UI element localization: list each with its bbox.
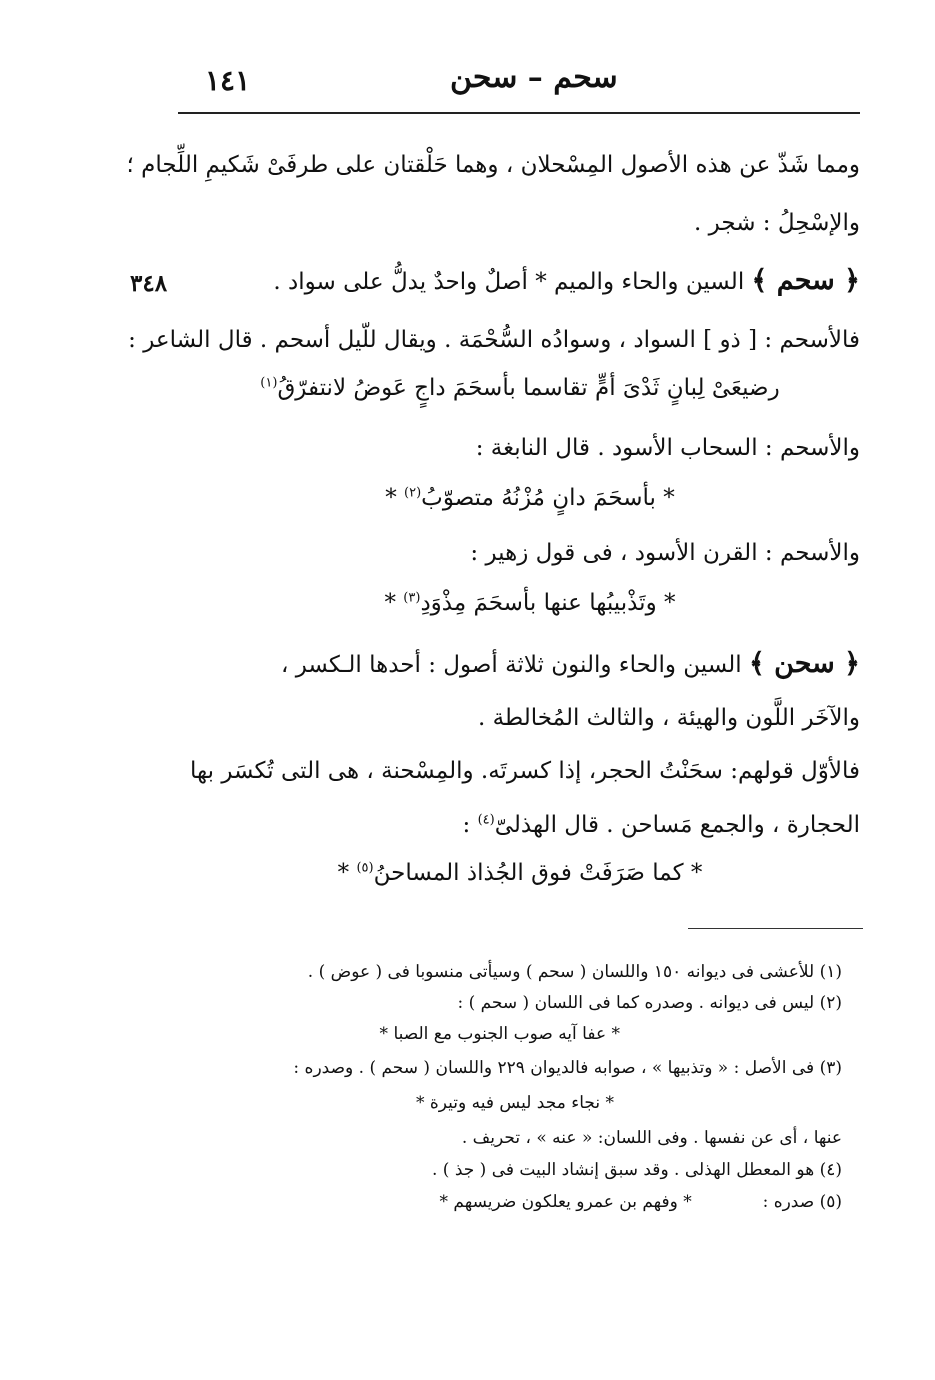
verse-3 xyxy=(340,590,720,616)
body-line-2: والإسْحِلُ : شجر . xyxy=(694,210,860,236)
verse-1 xyxy=(200,375,840,401)
verse-1-text: رضيعَىْ لِبانٍ ثَدْىَ أمٍّ تقاسما بأسحَمَ داجٍ عَوضُ لانتفرّقُ xyxy=(277,375,780,401)
verse-4-end-star: * xyxy=(337,860,350,886)
verse-3-text: * وتَذْبيبُها عنها بأسحَمَ مِذْوَدِ xyxy=(420,590,676,616)
footnote-5 xyxy=(440,1192,842,1212)
body-line-1: ومما شَذّ عن هذه الأصول المِسْحلان ، وهما حَلْقتان على طرفَىْ شَكيمِ اللِّجام ؛ xyxy=(126,152,860,178)
footnote-3-continuation: عنها ، أى عن نفسها . وفى اللسان: « عنه » ، تحريف . xyxy=(461,1128,842,1148)
body-line-4: فالأسحم : [ ذو ] السواد ، وسوادُه السُّحْمَة . ويقال للّيل أسحم . قال الشاعر : xyxy=(128,327,860,353)
verse-4-text: * كما صَرَفَتْ فوق الجُذاذ المساحنُ xyxy=(373,860,703,886)
header-rule xyxy=(178,112,860,114)
footnote-rule xyxy=(688,928,863,929)
verse-2-end-star: * xyxy=(385,485,397,511)
body-line-11: والآخَر اللَّون والهيئة ، والثالث المُخالطة . xyxy=(477,705,860,731)
verse-4 xyxy=(300,860,740,886)
page-number: ١٤١ xyxy=(205,64,251,97)
entry-definition-sahn: السين والحاء والنون ثلاثة أصول : أحدها الـكسر ، xyxy=(280,652,742,678)
body-line-13-text: الحجارة ، والجمع مَساحن . قال الهذلىّ xyxy=(494,812,860,838)
footnote-1: (١) للأعشى فى ديوانه ١٥٠ واللسان ( سحم ) وسيأتى منسوبا فى ( عوض ) . xyxy=(307,962,842,982)
entry-headword-sahn: ﴿ سحن ﴾ xyxy=(748,648,860,679)
verse-4-footnote-ref: (٥) xyxy=(356,860,374,876)
verse-1-footnote-ref: (١) xyxy=(260,375,278,391)
entry-sahm xyxy=(160,265,860,296)
verse-2 xyxy=(340,485,720,511)
body-line-12: فالأوّل قولهم: سحَنْتُ الحجر، إذا كسرتَه. والمِسْحنة ، هى التى تُكسَر بها xyxy=(190,758,860,784)
body-line-13 xyxy=(160,812,860,838)
footnote-2: (٢) ليس فى ديوانه . وصدره كما فى اللسان ( سحم ) : xyxy=(457,993,842,1013)
body-line-13-footnote-ref: (٤) xyxy=(477,812,495,828)
body-line-8: والأسحم : القرن الأسود ، فى قول زهير : xyxy=(470,540,860,566)
footnote-3: (٣) فى الأصل : « وتذبيها » ، صوابه فالديوان ٢٢٩ واللسان ( سحم ) . وصدره : xyxy=(293,1058,842,1078)
entry-definition-sahm: السين والحاء والميم * أصلٌ واحدٌ يدلُّ على سواد . xyxy=(273,269,745,295)
verse-2-text: * بأسحَمَ دانٍ مُزْنُهُ متصوّبُ xyxy=(421,485,675,511)
verse-3-footnote-ref: (٣) xyxy=(403,590,421,606)
footnote-3-verse: * نجاء مجد ليس فيه وتيرة * xyxy=(415,1093,614,1113)
verse-2-footnote-ref: (٢) xyxy=(404,485,422,501)
footnote-2-verse: * عفا آيه صوب الجنوب مع الصبا * xyxy=(379,1024,620,1044)
footnote-5-verse: * وفهم بن عمرو يعلكون ضريسهم * xyxy=(439,1192,692,1212)
body-line-13-colon: : xyxy=(462,812,471,838)
entry-sahn xyxy=(160,648,860,679)
entry-number: ٣٤٨ xyxy=(130,270,168,297)
body-line-6: والأسحم : السحاب الأسود . قال النابغة : xyxy=(475,435,860,461)
footnote-4: (٤) هو المعطل الهذلى . وقد سبق إنشاد البيت فى ( جذ ) . xyxy=(431,1160,842,1180)
verse-3-end-star: * xyxy=(384,590,396,616)
running-header-title: سحم – سحن xyxy=(450,60,618,95)
entry-headword-sahm: ﴿ سحم ﴾ xyxy=(751,265,860,296)
footnote-5-label: (٥) صدره : xyxy=(762,1192,842,1212)
